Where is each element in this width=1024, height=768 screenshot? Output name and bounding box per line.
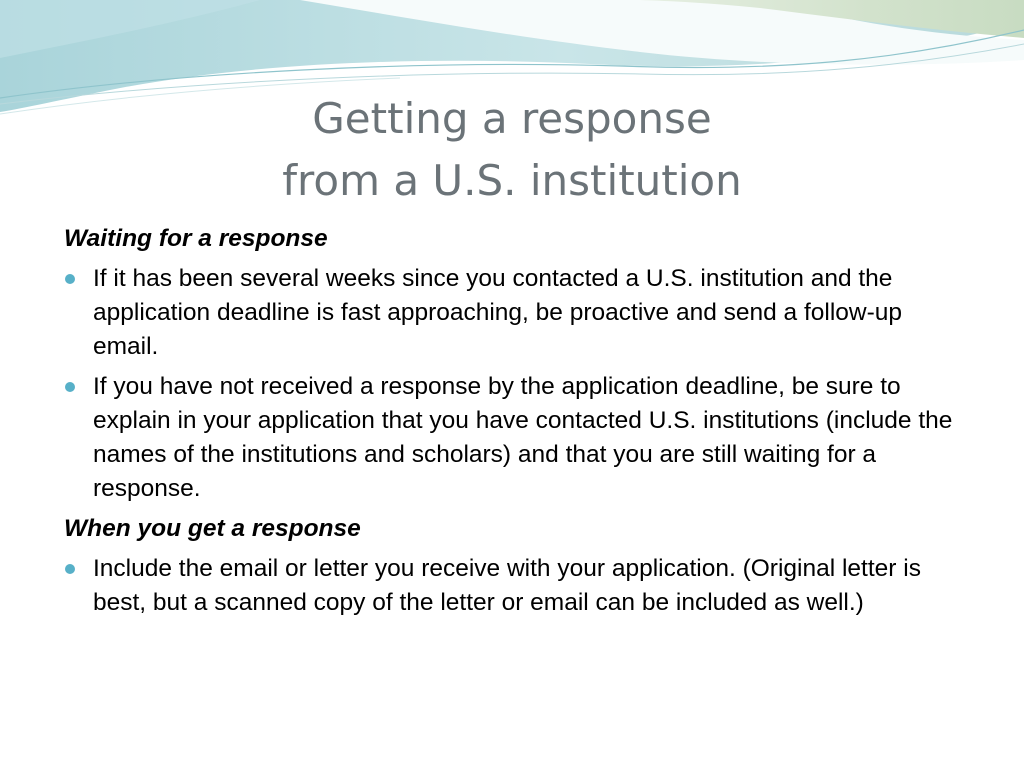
section-heading-waiting: Waiting for a response bbox=[64, 225, 328, 252]
bullet-text: Include the email or letter you receive with your application. (Original letter is best, but a scanned copy of the letter or email can be included as well.) bbox=[93, 555, 921, 616]
bullet-item bbox=[64, 370, 964, 506]
bullet-dot-icon bbox=[65, 274, 75, 284]
slide-title bbox=[0, 88, 1024, 212]
slide-body bbox=[64, 222, 964, 626]
bullet-item bbox=[64, 552, 964, 620]
bullet-text: If you have not received a response by the application deadline, be sure to explain in your application that you have contacted U.S. institutions (include the names of the institutions and scholars) and that you are still waiting for a response. bbox=[93, 373, 953, 502]
bullet-text: If it has been several weeks since you contacted a U.S. institution and the application deadline is fast approaching, be proactive and send a follow-up email. bbox=[93, 265, 903, 360]
slide-title-line-1: Getting a response bbox=[312, 94, 712, 143]
section-heading-response: When you get a response bbox=[64, 515, 361, 542]
bullet-dot-icon bbox=[65, 382, 75, 392]
bullet-dot-icon bbox=[65, 564, 75, 574]
slide-title-line-2: from a U.S. institution bbox=[282, 156, 742, 205]
bullet-item bbox=[64, 262, 964, 364]
